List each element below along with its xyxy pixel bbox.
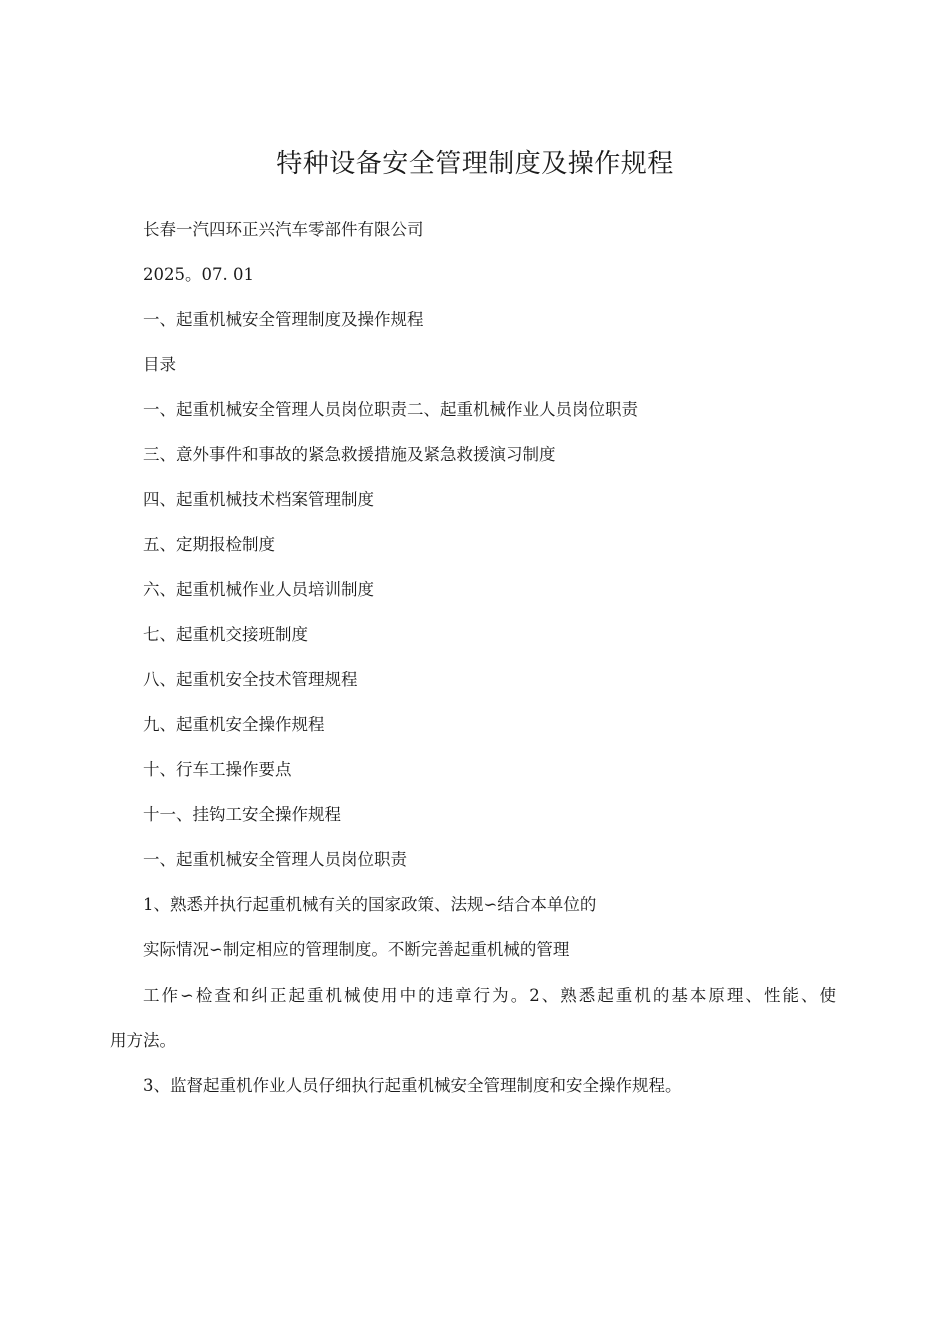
toc-item: 五、定期报检制度	[143, 535, 275, 554]
paragraph-line: 用方法。	[110, 1031, 176, 1050]
paragraph-line: 3、监督起重机作业人员仔细执行起重机械安全管理制度和安全操作规程。	[143, 1076, 682, 1095]
paragraph-line: 实际情况∽制定相应的管理制度。不断完善起重机械的管理	[143, 940, 570, 959]
toc-item: 四、起重机械技术档案管理制度	[143, 490, 374, 509]
document-title: 特种设备安全管理制度及操作规程	[276, 149, 674, 179]
toc-item: 一、起重机械安全管理人员岗位职责二、起重机械作业人员岗位职责	[143, 400, 638, 419]
toc-item: 三、意外事件和事故的紧急救援措施及紧急救援演习制度	[143, 445, 556, 464]
toc-item: 六、起重机械作业人员培训制度	[143, 580, 374, 599]
company-name: 长春一汽四环正兴汽车零部件有限公司	[143, 220, 424, 239]
toc-item: 十、行车工操作要点	[143, 760, 292, 779]
paragraph-line: 1、熟悉并执行起重机械有关的国家政策、法规∽结合本单位的	[143, 895, 597, 914]
section-heading: 一、起重机械安全管理制度及操作规程	[143, 310, 424, 329]
toc-heading: 目录	[143, 355, 176, 374]
toc-item: 十一、挂钩工安全操作规程	[143, 805, 341, 824]
toc-item: 九、起重机安全操作规程	[143, 715, 325, 734]
toc-item: 八、起重机安全技术管理规程	[143, 670, 358, 689]
subsection-heading: 一、起重机械安全管理人员岗位职责	[143, 850, 407, 869]
paragraph-line: 工作∽检查和纠正起重机械使用中的违章行为。2、熟悉起重机的基本原理、性能、使	[143, 986, 836, 1005]
document-date: 2025。07. 01	[143, 265, 254, 284]
toc-item: 七、起重机交接班制度	[143, 625, 308, 644]
